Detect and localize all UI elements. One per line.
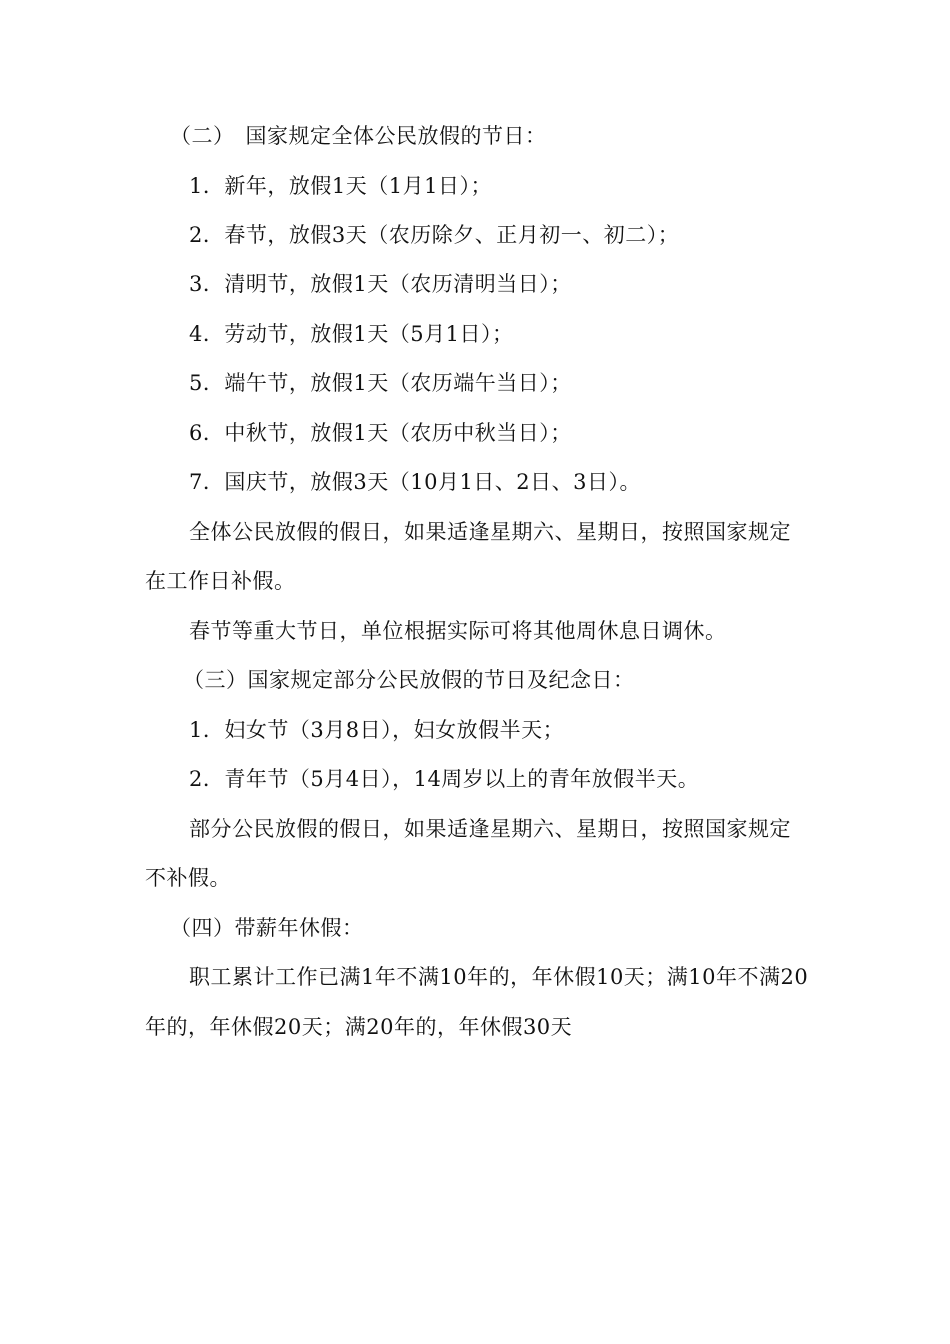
holiday-item-national-day: 7．国庆节，放假3天（10月1日、2日、3日）。	[189, 470, 642, 494]
section-4-heading: （四）带薪年休假：	[170, 916, 364, 940]
holiday-item-spring-festival: 2．春节，放假3天（农历除夕、正月初一、初二）；	[189, 223, 680, 247]
holiday-item-labor-day: 4．劳动节，放假1天（5月1日）；	[189, 322, 514, 346]
section-2-heading: （二） 国家规定全体公民放假的节日：	[170, 124, 547, 148]
holiday-item-new-year: 1．新年，放假1天（1月1日）；	[189, 174, 492, 198]
section-4-text-line-2: 年的，年休假20天；满20年的，年休假30天	[145, 1015, 573, 1039]
commemoration-item-womens-day: 1．妇女节（3月8日），妇女放假半天；	[189, 718, 565, 742]
section-2-note-line-1: 全体公民放假的假日，如果适逢星期六、星期日，按照国家规定	[189, 520, 791, 544]
section-2-note-line-2: 在工作日补假。	[145, 569, 296, 593]
section-3-note-line-2: 不补假。	[145, 866, 231, 890]
commemoration-item-youth-day: 2．青年节（5月4日），14周岁以上的青年放假半天。	[189, 767, 700, 791]
holiday-item-mid-autumn: 6．中秋节，放假1天（农历中秋当日）；	[189, 421, 572, 445]
section-4-text-line-1: 职工累计工作已满1年不满10年的，年休假10天；满10年不满20	[189, 965, 809, 989]
section-3-heading: （三）国家规定部分公民放假的节日及纪念日：	[183, 668, 635, 692]
holiday-item-qingming: 3．清明节，放假1天（农历清明当日）；	[189, 272, 572, 296]
section-3-note-line-1: 部分公民放假的假日，如果适逢星期六、星期日，按照国家规定	[189, 817, 791, 841]
section-2-note-2: 春节等重大节日，单位根据实际可将其他周休息日调休。	[189, 619, 727, 643]
holiday-item-dragon-boat: 5．端午节，放假1天（农历端午当日）；	[189, 371, 572, 395]
